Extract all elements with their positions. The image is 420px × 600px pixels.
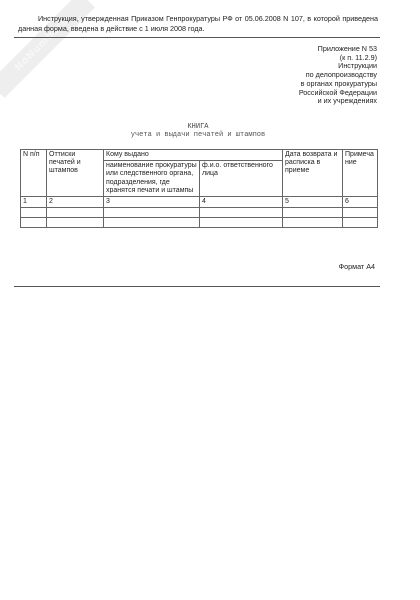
table-cell: [47, 218, 104, 228]
appendix-line: Российской Федерации: [298, 87, 377, 97]
bottom-divider: [14, 286, 380, 287]
column-number: 2: [47, 197, 104, 208]
book-title: КНИГА: [187, 123, 209, 131]
watermark: NoNumbers: [0, 0, 95, 98]
appendix-line: в органах прокуратуры: [300, 78, 377, 88]
header-responsible: ф.и.о. ответственного лица: [200, 161, 283, 197]
column-number: 5: [283, 197, 343, 208]
header-issued-to: Кому выдано: [104, 150, 283, 161]
format-label: Формат А4: [338, 262, 375, 271]
table-cell: [200, 218, 283, 228]
column-number: 6: [343, 197, 378, 208]
table-cell: [200, 208, 283, 218]
appendix-line: по делопроизводству: [305, 70, 377, 80]
book-subtitle: учета и выдачи печатей и штампов: [130, 131, 266, 139]
table-header-row: [21, 150, 378, 161]
table-cell: [21, 218, 47, 228]
column-number: 1: [21, 197, 47, 208]
table-cell: [47, 208, 104, 218]
table-cell: [283, 218, 343, 228]
table-cell: [283, 208, 343, 218]
appendix-line: и их учреждениях: [317, 96, 377, 106]
table-cell: [343, 218, 378, 228]
table-row: [21, 208, 378, 218]
appendix-line: Инструкции: [338, 61, 377, 71]
intro-divider: [14, 37, 380, 38]
header-imprints: Оттиски печатей и штампов: [47, 150, 104, 197]
table-cell: [21, 208, 47, 218]
appendix-line: Приложение N 53: [317, 44, 377, 53]
column-number-row: [21, 197, 378, 208]
header-notes: Примечание: [343, 150, 378, 197]
table-cell: [104, 218, 200, 228]
column-number: 4: [200, 197, 283, 208]
appendix-reference: [240, 45, 377, 106]
intro-paragraph: Инструкция, утвержденная Приказом Генпрокуратуры РФ от 05.06.2008 N 107, в которой приведена данная форма, введена в действие с 1 июля 2008 года.: [18, 14, 378, 33]
header-return-date: Дата возврата и расписка в приеме: [283, 150, 343, 197]
header-num: N п/п: [21, 150, 47, 197]
table-cell: [104, 208, 200, 218]
header-org-name: наименование прокуратуры или следственного органа, подразделения, где хранятся печати и штампы: [104, 161, 200, 197]
column-number: 3: [104, 197, 200, 208]
table-cell: [343, 208, 378, 218]
table-row: [21, 218, 378, 228]
appendix-line: (к п. 11.2.9): [339, 52, 377, 62]
register-table: [20, 149, 378, 228]
